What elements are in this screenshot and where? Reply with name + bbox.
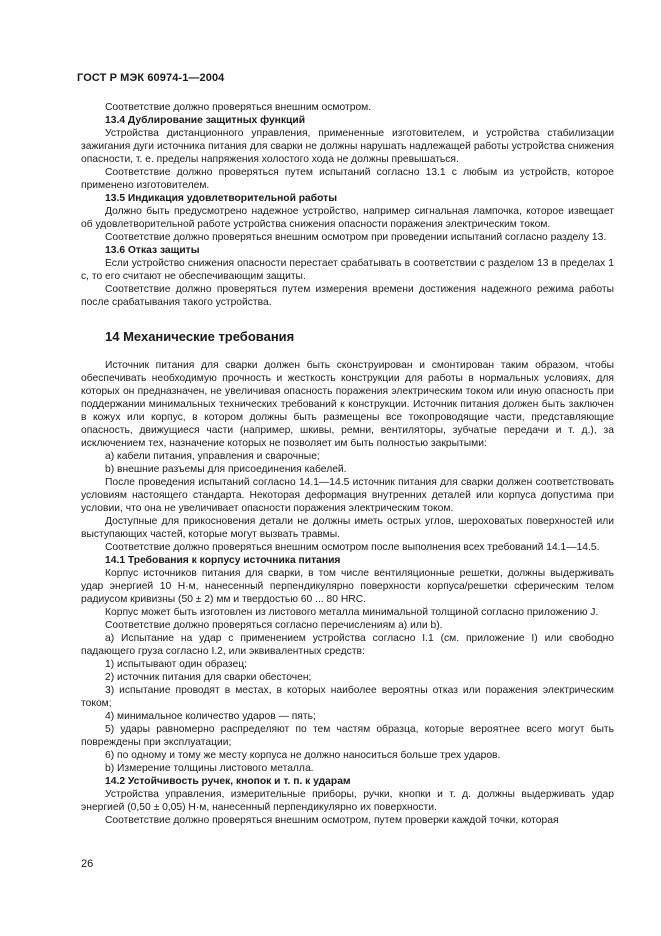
paragraph: Соответствие должно проверяться внешним осмотром, путем проверки каждой точки, которая (105, 815, 559, 826)
paragraph: После проведения испытаний согласно 14.1—14.5 источник питания для сварки должен соответствовать условиям настоящего стандарта. Некоторая деформация внутренних деталей или корпуса допустима при условии, что она не увеличивает опасности поражения электрическим током. (81, 477, 614, 514)
paragraph: Соответствие должно проверяться внешним осмотром при проведении испытаний согласно разделу 13. (105, 232, 607, 243)
subsection-heading: 13.5 Индикация удовлетворительной работы (105, 193, 338, 204)
document-header: ГОСТ Р МЭК 60974-1—2004 (77, 72, 225, 84)
paragraph: Корпус источников питания для сварки, в том числе вентиляционные решетки, должны выдерживать удар энергией 10 Н·м, нанесенный перпендикулярно поверхности корпуса/решетки сферическим телом радиусом кривизны (50 ± 2) мм и твердостью 60 ... 80 HRC. (81, 568, 614, 605)
paragraph: Соответствие должно проверяться путем измерения времени достижения надежного режима работы после срабатывания такого устройства. (81, 284, 614, 308)
subsection-heading: 13.4 Дублирование защитных функций (105, 115, 306, 126)
paragraph: Должно быть предусмотрено надежное устройство, например сигнальная лампочка, которое извещает об удовлетворительной работе устройства снижения опасности поражения электрическим током. (81, 206, 614, 230)
paragraph: 3) испытание проводят в местах, в которых наиболее вероятны отказ или поражения электрическим током; (81, 685, 614, 709)
list-item: b) Измерение толщины листового металла. (105, 763, 314, 774)
list-item: 1) испытывают один образец; (105, 659, 248, 670)
subsection-heading: 14.2 Устойчивость ручек, кнопок и т. п. к ударам (105, 776, 351, 787)
list-item: b) внешние разъемы для присоединения кабелей. (105, 464, 347, 475)
paragraph: Корпус может быть изготовлен из листового металла минимальной толщиной согласно приложению J. (105, 607, 599, 618)
paragraph: 5) удары равномерно распределяют по тем частям образца, которые вероятнее всего могут быть повреждены при эксплуатации; (81, 724, 614, 748)
subsection-heading: 14.1 Требования к корпусу источника питания (105, 555, 341, 566)
section-heading: 14 Механические требования (105, 329, 295, 344)
subsection-heading: 13.6 Отказ защиты (105, 245, 200, 256)
paragraph: Если устройство снижения опасности перестает срабатывать в соответствии с разделом 13 в пределах 1 с, то его считают не обеспечивающим защиты. (81, 258, 614, 282)
paragraph: Соответствие должно проверяться путем испытаний согласно 13.1 с любым из устройств, которое применено изготовителем. (81, 167, 614, 191)
list-item: 6) по одному и тому же месту корпуса не должно наноситься больше трех ударов. (105, 750, 501, 761)
paragraph: Соответствие должно проверяться согласно перечислениям a) или b). (105, 620, 443, 631)
page-number: 26 (81, 858, 94, 870)
paragraph: Доступные для прикосновения детали не должны иметь острых углов, шероховатых поверхностей или выступающих частей, которые могут вызвать травмы. (81, 516, 614, 540)
paragraph: Источник питания для сварки должен быть сконструирован и смонтирован таким образом, чтобы обеспечивать необходимую прочность и жесткость конструкции для работы в нормальных условиях, для которых он предназначен, не увеличивая опасность поражения электрическим током или иную опасность при поддержании минимальных технических требований к конструкции. Источник питания должен быть заключен в кожух или корпус, в котором должны быть размещены все токопроводящие части, представляющие опасность, движущиеся части (например, шкивы, ремни, вентиляторы, зубчатые передачи и т. д.), за исключением тех, назначение которых не позволяет им быть полностью закрытыми: (81, 360, 614, 449)
paragraph: Соответствие должно проверяться внешним осмотром после выполнения всех требований 14.1—14.5. (105, 542, 600, 553)
list-item: a) кабели питания, управления и сварочные; (105, 451, 320, 462)
paragraph: Устройства управления, измерительные приборы, ручки, кнопки и т. д. должны выдерживать удар энергией (0,50 ± 0,05) Н·м, нанесенный перпендикулярно их поверхности. (81, 789, 614, 813)
paragraph: a) Испытание на удар с применением устройства согласно I.1 (см. приложение I) или свободно падающего груза согласно I.2, или эквивалентных средств: (81, 633, 614, 657)
list-item: 4) минимальное количество ударов — пять; (105, 711, 316, 722)
paragraph: Соответствие должно проверяться внешним осмотром. (105, 102, 372, 113)
list-item: 2) источник питания для сварки обесточен; (105, 672, 312, 683)
document-body (81, 101, 614, 827)
paragraph: Устройства дистанционного управления, примененные изготовителем, и устройства стабилизации зажигания дуги источника питания для сварки не должны нарушать надлежащей работы устройства снижения опасности, т. е. пределы напряжения холостого хода не должны превышаться. (81, 128, 614, 165)
